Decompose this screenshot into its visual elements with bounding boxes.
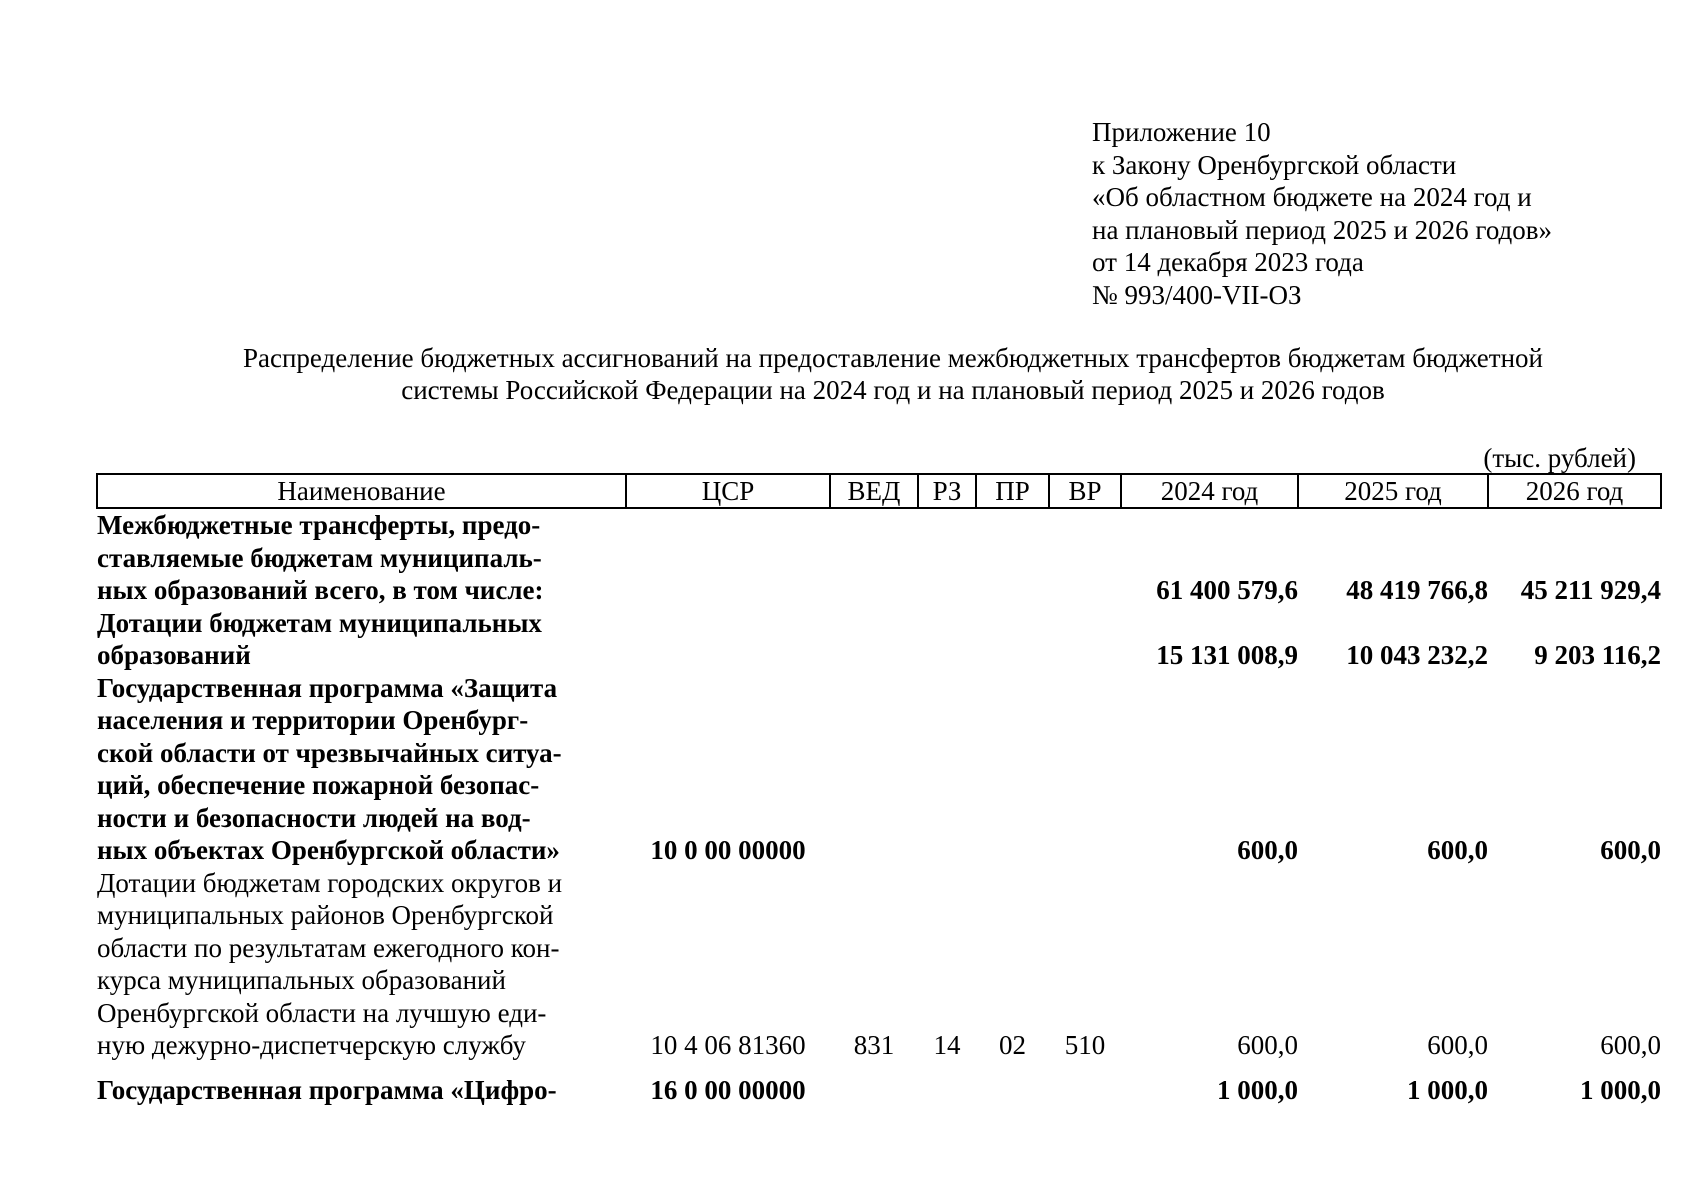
row-2026: 1 000,0 [1580, 1074, 1661, 1105]
appendix-line: к Закону Оренбургской области [1092, 149, 1457, 180]
table-row [97, 672, 1661, 867]
row-rz: 14 [933, 1030, 961, 1060]
row-name-line: ных образований всего, в том числе: [97, 575, 544, 605]
table-row [97, 867, 1661, 1062]
document-title [96, 342, 1690, 406]
row-2025: 1 000,0 [1407, 1074, 1488, 1105]
row-vr [1049, 672, 1121, 867]
header-2026: 2026 год [1488, 474, 1661, 508]
row-name-line: Государственная программа «Защита [97, 672, 558, 703]
row-2024: 15 131 008,9 [1156, 640, 1298, 670]
appendix-line: Приложение 10 [1092, 117, 1271, 147]
appendix-line: на плановый период 2025 и 2026 годов» [1092, 214, 1553, 245]
row-name [97, 607, 626, 672]
header-name: Наименование [97, 474, 626, 508]
row-2024: 1 000,0 [1217, 1074, 1298, 1105]
header-2024: 2024 год [1121, 474, 1298, 508]
row-csr: 10 4 06 81360 [650, 1030, 806, 1060]
row-pr [976, 508, 1049, 607]
budget-table [96, 473, 1662, 1106]
header-vr: ВР [1049, 474, 1121, 508]
appendix-line: № 993/400-VII-ОЗ [1092, 279, 1302, 310]
row-name [97, 867, 626, 1062]
row-name-line: населения и территории Оренбург- [97, 705, 529, 735]
header-pr: ПР [976, 474, 1049, 508]
row-2026: 600,0 [1600, 1030, 1661, 1060]
row-name-line: ставляемые бюджетам муниципаль- [97, 542, 542, 573]
row-pr [976, 672, 1049, 867]
row-name-line: области по результатам ежегодного кон- [97, 932, 560, 963]
row-ved: 831 [853, 1030, 895, 1060]
row-name-line: курса муниципальных образований [97, 965, 506, 995]
row-name-line: ных объектах Оренбургской области» [97, 835, 560, 865]
appendix-block [1092, 116, 1552, 311]
row-name [97, 508, 626, 607]
row-2024: 600,0 [1237, 835, 1298, 865]
row-rz [918, 508, 976, 607]
row-2024: 61 400 579,6 [1156, 575, 1298, 605]
row-2025: 600,0 [1427, 835, 1488, 865]
row-name-line: муниципальных районов Оренбургской [97, 900, 554, 930]
row-csr: 16 0 00 00000 [650, 1074, 806, 1105]
row-name-line: Оренбургской области на лучшую еди- [97, 997, 547, 1028]
row-vr: 510 [1064, 1030, 1106, 1060]
row-name-line: Дотации бюджетам городских округов и [97, 867, 563, 898]
row-name-line: ций, обеспечение пожарной безопас- [97, 770, 540, 800]
row-vr [1049, 508, 1121, 607]
header-ved: ВЕД [830, 474, 918, 508]
row-pr [976, 1062, 1049, 1107]
row-rz [918, 672, 976, 867]
row-csr [626, 607, 830, 672]
row-2025: 48 419 766,8 [1346, 575, 1488, 605]
appendix-line: от 14 декабря 2023 года [1092, 247, 1364, 277]
row-rz [918, 1062, 976, 1107]
row-pr [976, 607, 1049, 672]
table-row [97, 508, 1661, 607]
row-rz [918, 607, 976, 672]
row-2026: 9 203 116,2 [1534, 640, 1661, 670]
table-row [97, 607, 1661, 672]
row-ved [830, 508, 918, 607]
row-2024: 600,0 [1237, 1030, 1298, 1060]
row-name-line: образований [97, 640, 251, 670]
row-name-line: Дотации бюджетам муниципальных [97, 607, 542, 638]
row-name-line: ности и безопасности людей на вод- [97, 802, 531, 833]
row-2026: 45 211 929,4 [1520, 575, 1661, 605]
header-rz: РЗ [918, 474, 976, 508]
row-ved [830, 672, 918, 867]
row-vr [1049, 607, 1121, 672]
units-label: (тыс. рублей) [1483, 443, 1636, 473]
row-csr [626, 508, 830, 607]
row-ved [830, 1062, 918, 1107]
row-2025: 10 043 232,2 [1346, 640, 1488, 670]
row-vr [1049, 1062, 1121, 1107]
row-name [97, 1062, 626, 1107]
row-name-line: Государственная программа «Цифро- [97, 1074, 557, 1105]
row-name-line: ской области от чрезвычайных ситуа- [97, 737, 562, 768]
row-2025: 600,0 [1427, 1030, 1488, 1060]
row-name [97, 672, 626, 867]
header-csr: ЦСР [626, 474, 830, 508]
row-pr: 02 [999, 1030, 1026, 1060]
row-csr: 10 0 00 00000 [650, 835, 806, 865]
header-2025: 2025 год [1298, 474, 1488, 508]
row-2026: 600,0 [1600, 835, 1661, 865]
document-title-line: Распределение бюджетных ассигнований на предоставление межбюджетных трансфертов бюджетам бюджетной [243, 343, 1543, 373]
row-name-line: ную дежурно-диспетчерскую службу [97, 1030, 526, 1060]
appendix-line: «Об областном бюджете на 2024 год и [1092, 182, 1532, 212]
document-title-line: системы Российской Федерации на 2024 год и на плановый период 2025 и 2026 годов [401, 375, 1385, 405]
row-ved [830, 607, 918, 672]
table-row [97, 1062, 1661, 1107]
table-header-row [97, 474, 1661, 508]
row-name-line: Межбюджетные трансферты, предо- [97, 510, 541, 540]
